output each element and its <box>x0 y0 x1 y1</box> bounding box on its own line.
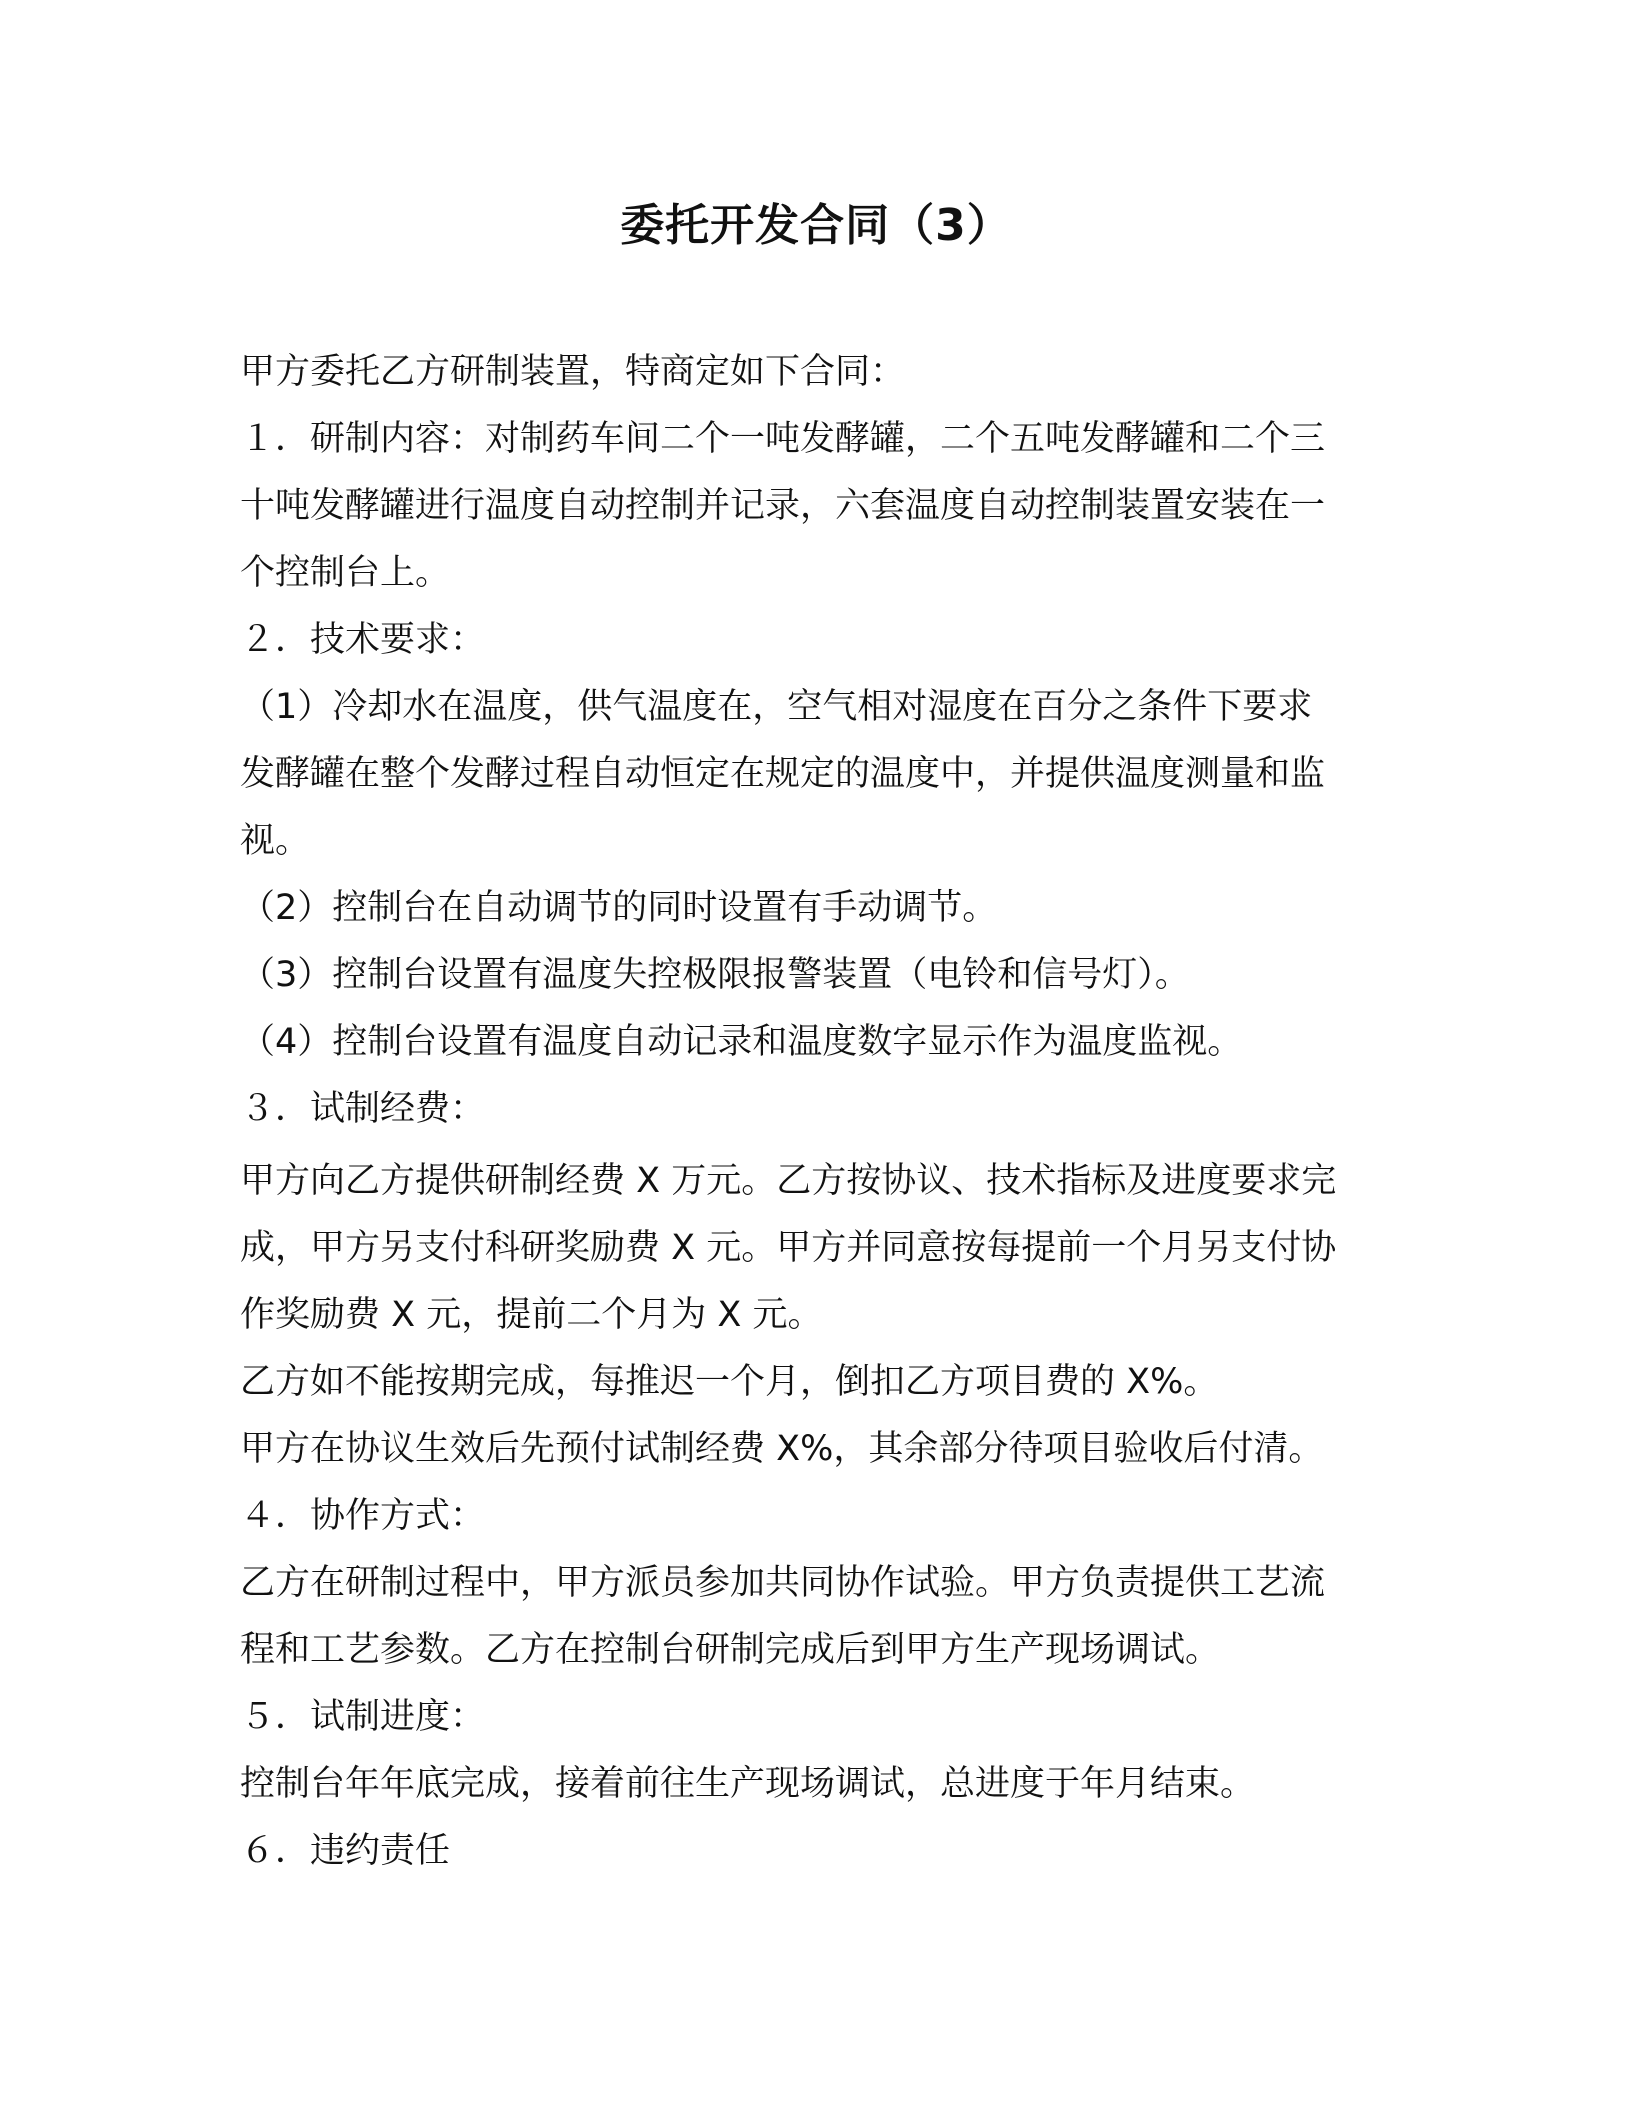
requirement-3-line: （3）控制台设置有温度失控极限报警装置（电铃和信号灯）。 <box>240 955 1190 995</box>
document-body <box>240 339 1390 1885</box>
section-1-line: 个控制台上。 <box>240 553 451 593</box>
document-title: 委托开发合同（3） <box>620 200 1012 251</box>
section-3-line: 作奖励费 X 元，提前二个月为 X 元。 <box>240 1295 823 1335</box>
intro-line: 甲方委托乙方研制装置，特商定如下合同： <box>240 352 906 392</box>
section-3-heading: ３．试制经费： <box>240 1089 486 1129</box>
requirement-4-line: （4）控制台设置有温度自动记录和温度数字显示作为温度监视。 <box>240 1022 1243 1062</box>
section-5-heading: ５．试制进度： <box>240 1697 486 1737</box>
section-3-line: 甲方在协议生效后先预付试制经费 X%，其余部分待项目验收后付清。 <box>240 1429 1324 1469</box>
section-3-line: 成，甲方另支付科研奖励费 X 元。甲方并同意按每提前一个月另支付协 <box>240 1228 1337 1268</box>
section-4-line: 乙方在研制过程中，甲方派员参加共同协作试验。甲方负责提供工艺流 <box>240 1563 1326 1603</box>
requirement-1-line: 发酵罐在整个发酵过程自动恒定在规定的温度中，并提供温度测量和监 <box>240 754 1326 794</box>
section-5-line: 控制台年年底完成，接着前往生产现场调试，总进度于年月结束。 <box>240 1764 1256 1804</box>
section-1-line: １．研制内容：对制药车间二个一吨发酵罐，二个五吨发酵罐和二个三 <box>240 419 1326 459</box>
requirement-1-line: （1）冷却水在温度，供气温度在，空气相对湿度在百分之条件下要求 <box>240 687 1313 727</box>
section-3-line: 乙方如不能按期完成，每推迟一个月，倒扣乙方项目费的 X%。 <box>240 1362 1219 1402</box>
requirement-1-line: 视。 <box>240 821 311 861</box>
section-1-line: 十吨发酵罐进行温度自动控制并记录，六套温度自动控制装置安装在一 <box>240 486 1326 526</box>
section-4-line: 程和工艺参数。乙方在控制台研制完成后到甲方生产现场调试。 <box>240 1630 1221 1670</box>
section-3-line: 甲方向乙方提供研制经费 X 万元。乙方按协议、技术指标及进度要求完 <box>240 1161 1337 1201</box>
section-6-heading: ６．违约责任 <box>240 1831 451 1871</box>
section-2-heading: ２．技术要求： <box>240 620 486 660</box>
requirement-2-line: （2）控制台在自动调节的同时设置有手动调节。 <box>240 888 998 928</box>
section-4-heading: ４．协作方式： <box>240 1496 486 1536</box>
